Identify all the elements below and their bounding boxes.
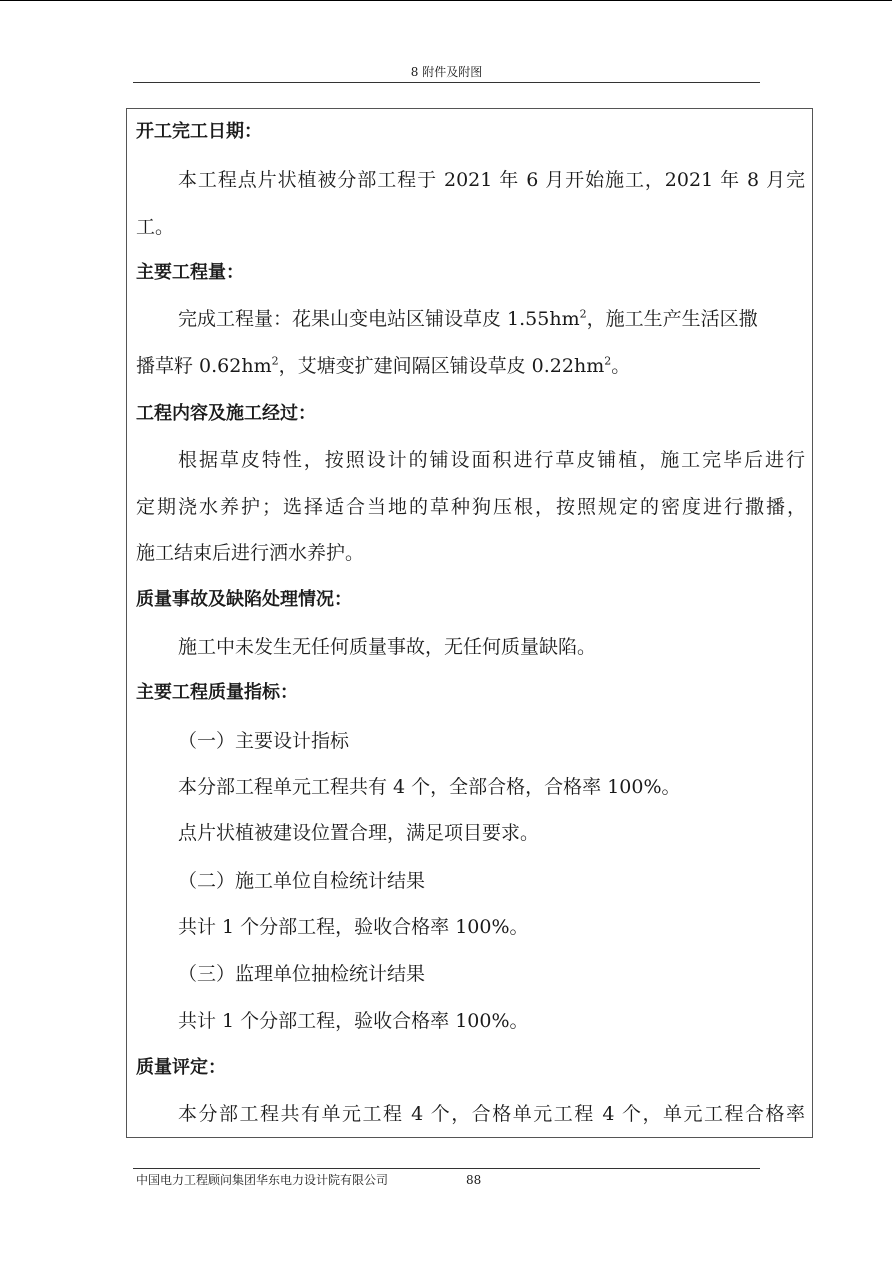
start-end-text-line-1: 本工程点片状植被分部工程于 2021 年 6 月开始施工，2021 年 8 月完 (178, 169, 805, 191)
start-end-text-line-2: 工。 (136, 216, 175, 238)
defects-text-line-1: 施工中未发生无任何质量事故，无任何质量缺陷。 (178, 636, 597, 658)
heading-quality-incidents: 质量事故及缺陷处理情况： (136, 589, 352, 610)
heading-quality-evaluation: 质量评定： (136, 1057, 226, 1078)
quantity-text-line-2: 播草籽 $0.62hm^2$，艾塘变扩建间隔区铺设草皮 $0.22hm^2$。 (136, 354, 631, 377)
indicators-supervision-line-1: 共计 1 个分部工程，验收合格率 100%。 (178, 1010, 529, 1032)
heading-quality-indicators: 主要工程质量指标： (136, 682, 298, 703)
heading-work-process: 工程内容及施工经过： (136, 403, 316, 424)
indicators-design-line-1: 本分部工程单元工程共有 4 个，全部合格，合格率 100%。 (178, 776, 681, 798)
process-text-line-1: 根据草皮特性，按照设计的铺设面积进行草皮铺植，施工完毕后进行 (178, 449, 805, 471)
indicators-subheading-supervision: （三）监理单位抽检统计结果 (178, 963, 426, 985)
heading-main-quantities: 主要工程量： (136, 262, 244, 283)
top-edge-rule (0, 0, 892, 1)
footer-rule (133, 1168, 760, 1169)
process-text-line-2: 定期浇水养护；选择适合当地的草种狗压根，按照规定的密度进行撒播， (136, 496, 806, 518)
heading-start-end-dates: 开工完工日期： (136, 121, 262, 142)
indicators-subheading-design: （一）主要设计指标 (178, 730, 350, 752)
quantity-text-line-1: 完成工程量：花果山变电站区铺设草皮 $1.55hm^2$，施工生产生活区撒 (178, 307, 758, 330)
process-text-line-3: 施工结束后进行洒水养护。 (136, 542, 365, 564)
footer-page-number: 88 (466, 1173, 482, 1187)
evaluation-text-line-1: 本分部工程共有单元工程 4 个，合格单元工程 4 个，单元工程合格率 (178, 1103, 805, 1125)
indicators-design-line-2: 点片状植被建设位置合理，满足项目要求。 (178, 822, 540, 844)
footer-company-name: 中国电力工程顾问集团华东电力设计院有限公司 (136, 1173, 389, 1187)
indicators-self-check-line-1: 共计 1 个分部工程，验收合格率 100%。 (178, 916, 529, 938)
indicators-subheading-self-check: （二）施工单位自检统计结果 (178, 870, 426, 892)
header-rule (133, 82, 760, 83)
page-header-title: 8 附件及附图 (410, 65, 483, 79)
